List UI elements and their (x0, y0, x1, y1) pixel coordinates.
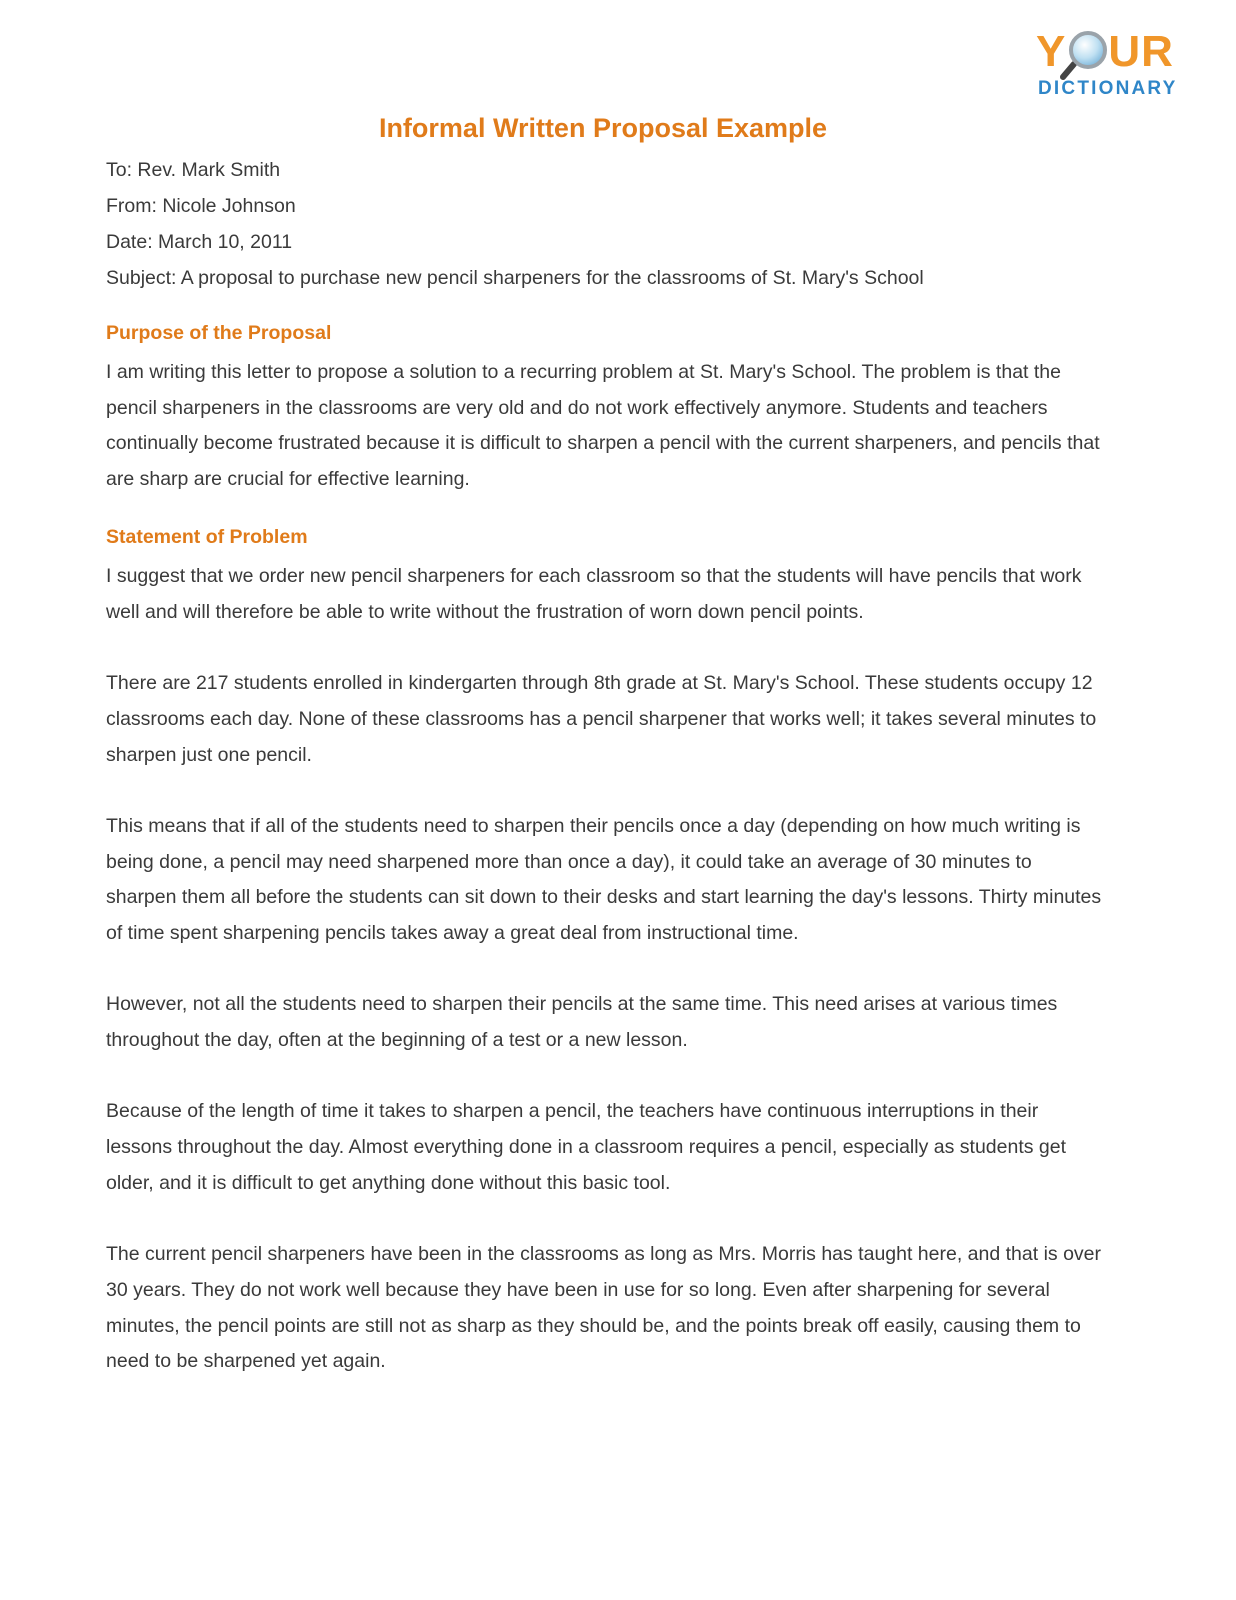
paragraph: The current pencil sharpeners have been in the classrooms as long as Mrs. Morris has taught here, and that is over 30 years. They do not work well because they have been in use for so long. Even after sharpening for several minutes, the pencil points are still not as sharp as they should be, and the points break off easily, causing them to need to be sharpened yet again. (106, 1243, 1102, 1373)
section-heading: Statement of Problem (106, 526, 308, 548)
paragraph: I suggest that we order new pencil sharpeners for each classroom so that the students will have pencils that work well and will therefore be able to write without the frustration of worn down pencil points. (106, 565, 1082, 623)
yourdictionary-logo (1036, 27, 1186, 102)
logo-bottom-text: DICTIONARY (1038, 78, 1178, 99)
memo-from: From: Nicole Johnson (106, 195, 296, 217)
memo-date: Date: March 10, 2011 (106, 231, 293, 253)
document-title: Informal Written Proposal Example (378, 113, 828, 143)
section-statement-of-problem (106, 523, 1106, 1380)
logo-letters-ur: UR (1108, 27, 1174, 76)
paragraph: I am writing this letter to propose a solution to a recurring problem at St. Mary's School. The problem is that the pencil sharpeners in the classrooms are very old and do not work effectively anymore. Students and teachers continually become frustrated because it is difficult to sharpen a pencil with the current sharpeners, and pencils that are sharp are crucial for effective learning. (106, 361, 1100, 491)
paragraph: Because of the length of time it takes to sharpen a pencil, the teachers have continuous interruptions in their lessons throughout the day. Almost everything done in a classroom requires a pencil, especially as students get older, and it is difficult to get anything done without this basic tool. (106, 1100, 1067, 1194)
logo-letter-y: Y (1036, 27, 1067, 76)
memo-to: To: Rev. Mark Smith (106, 159, 281, 181)
paragraph: However, not all the students need to sharpen their pencils at the same time. This need arises at various times throughout the day, often at the beginning of a test or a new lesson. (106, 993, 1058, 1052)
paragraph: There are 217 students enrolled in kindergarten through 8th grade at St. Mary's School. These students occupy 12 classrooms each day. None of these classrooms has a pencil sharpener that works well; it takes several minutes to sharpen just one pencil. (106, 672, 1097, 766)
section-heading: Purpose of the Proposal (106, 322, 332, 344)
magnifying-glass-icon (1060, 30, 1116, 82)
paragraph: This means that if all of the students need to sharpen their pencils once a day (depending on how much writing is being done, a pencil may need sharpened more than once a day), it could take an average of 30 minutes to sharpen them all before the students can sit down to their desks and start learning the day's lessons. Thirty minutes of time spent sharpening pencils takes away a great deal from instructional time. (106, 814, 1102, 944)
memo-header (106, 156, 924, 300)
section-purpose (106, 319, 1106, 498)
memo-subject: Subject: A proposal to purchase new pencil sharpeners for the classrooms of St. Mary's School (106, 267, 924, 289)
